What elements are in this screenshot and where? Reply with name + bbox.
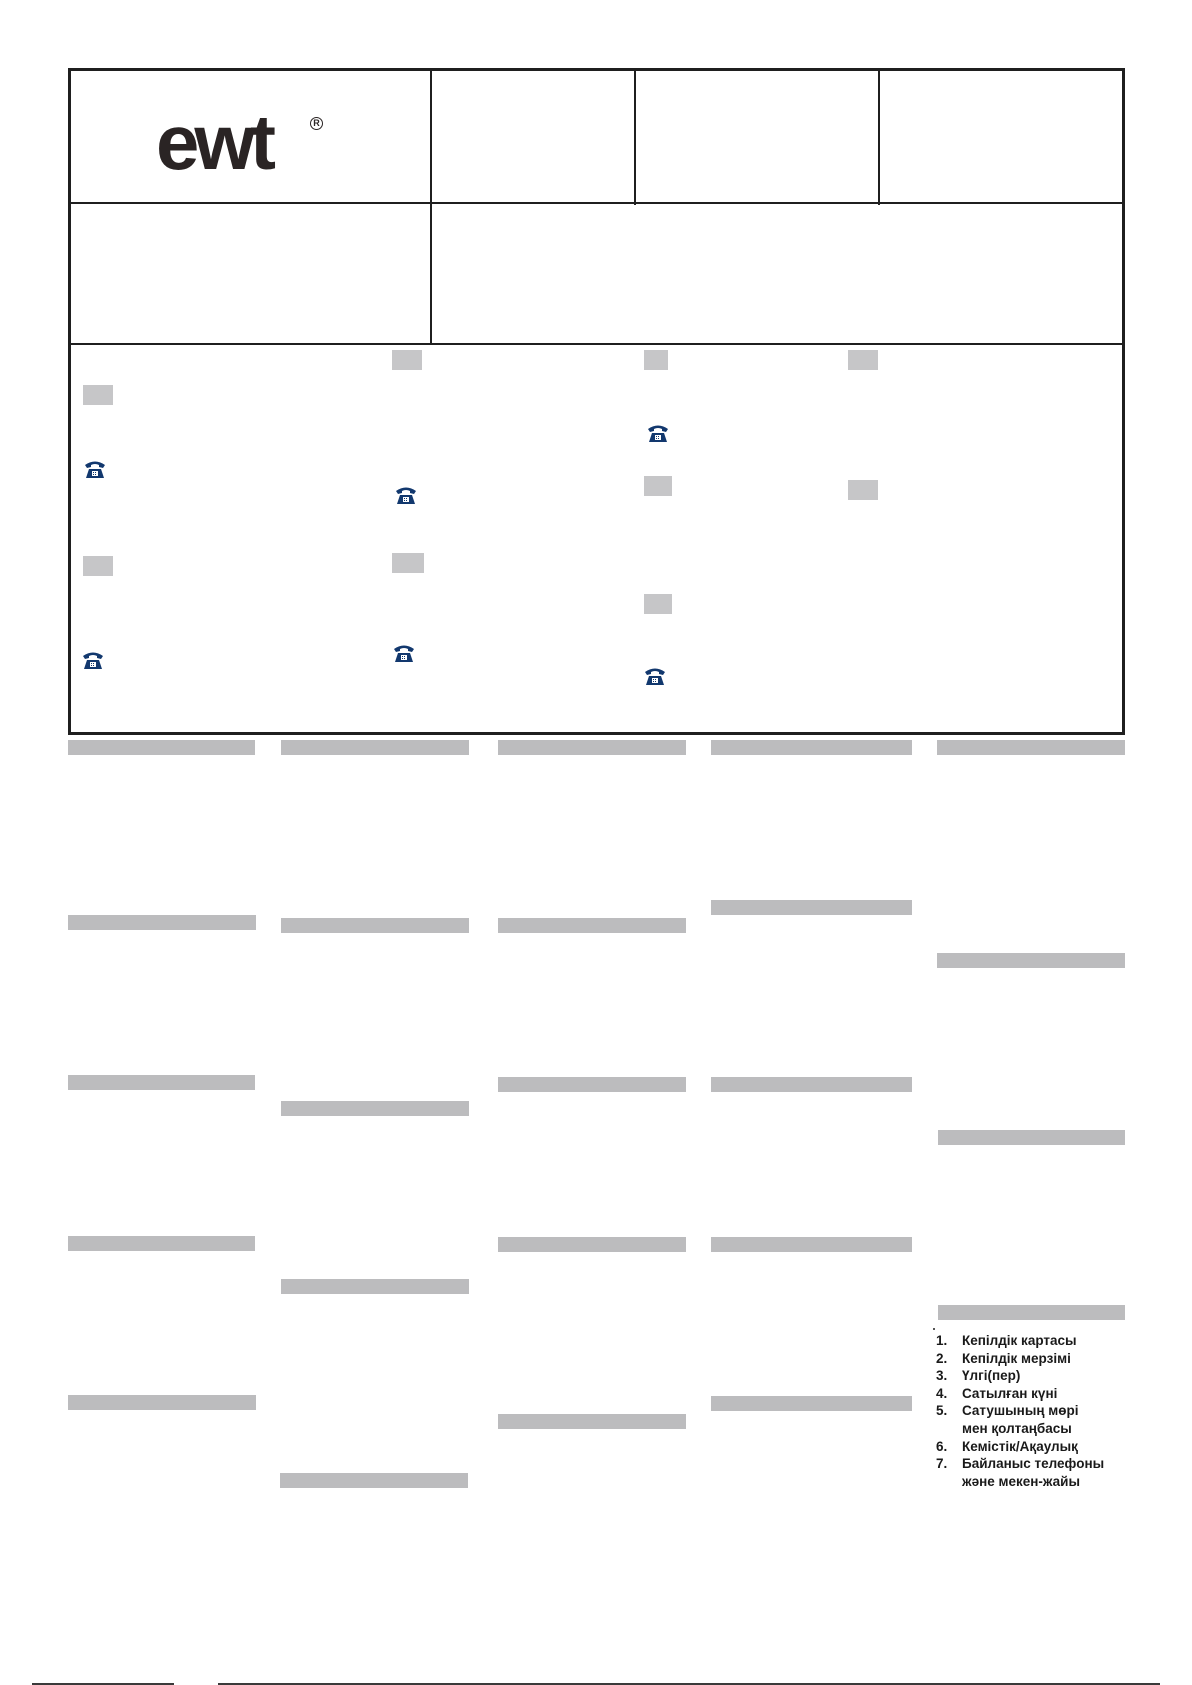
label-bar <box>711 740 912 755</box>
legend-text: Кемістік/Ақаулық <box>962 1438 1078 1454</box>
legend-list <box>936 1332 1166 1490</box>
stamp-placeholder <box>644 476 672 496</box>
telephone-icon <box>395 485 417 505</box>
legend-number: 7. <box>936 1456 948 1472</box>
label-bar <box>711 1077 912 1092</box>
divider <box>430 70 432 345</box>
stamp-placeholder <box>644 350 668 370</box>
legend-item <box>936 1332 1166 1350</box>
label-bar <box>938 1130 1125 1145</box>
legend-text: Кепілдік мерзімі <box>962 1350 1071 1366</box>
telephone-icon <box>84 459 106 479</box>
legend-item <box>936 1350 1166 1368</box>
legend-number: 2. <box>936 1350 948 1366</box>
stamp-placeholder <box>83 556 113 576</box>
label-bar <box>711 1237 912 1252</box>
stamp-placeholder <box>644 594 672 614</box>
legend-number: 4. <box>936 1385 948 1401</box>
label-bar <box>937 740 1125 755</box>
legend-text: Үлгі(пер) <box>962 1368 1021 1384</box>
telephone-icon <box>644 666 666 686</box>
label-bar <box>498 740 686 755</box>
label-bar <box>938 1305 1125 1320</box>
divider <box>70 202 1123 204</box>
stamp-placeholder <box>392 350 422 370</box>
telephone-icon <box>647 423 669 443</box>
legend-item <box>936 1367 1166 1385</box>
label-bar <box>68 1236 255 1251</box>
label-bar <box>711 900 912 915</box>
label-bar <box>281 740 469 755</box>
telephone-icon <box>82 650 104 670</box>
label-bar <box>498 1414 686 1429</box>
brand-logo: ewt <box>156 98 272 186</box>
label-bar <box>498 918 686 933</box>
legend-text: Сатылған күні <box>962 1385 1058 1401</box>
legend-item <box>936 1455 1166 1490</box>
divider <box>70 343 1123 345</box>
label-bar <box>68 1075 255 1090</box>
legend-number: 5. <box>936 1403 948 1419</box>
label-bar <box>937 953 1125 968</box>
legend-text: Сатушының мөрі мен қолтаңбасы <box>962 1403 1079 1436</box>
registered-mark: R <box>310 117 323 130</box>
legend-number: 6. <box>936 1438 948 1454</box>
divider <box>878 70 880 205</box>
label-bar <box>68 1395 256 1410</box>
legend-number: 3. <box>936 1368 948 1384</box>
label-bar <box>281 1101 469 1116</box>
legend-number: 1. <box>936 1333 948 1348</box>
legend-text: Байланыс телефоны және мекен-жайы <box>962 1456 1105 1489</box>
legend-item <box>936 1438 1166 1456</box>
telephone-icon <box>393 643 415 663</box>
legend-item <box>936 1402 1166 1437</box>
label-bar <box>280 1473 468 1488</box>
legend-item <box>936 1385 1166 1403</box>
stamp-placeholder <box>848 350 878 370</box>
label-bar <box>711 1396 912 1411</box>
label-bar <box>498 1237 686 1252</box>
legend-text: Кепілдік картасы <box>962 1333 1077 1348</box>
label-bar <box>281 1279 469 1294</box>
label-bar <box>498 1077 686 1092</box>
label-bar <box>281 918 469 933</box>
label-bar <box>68 915 256 930</box>
stamp-placeholder <box>83 385 113 405</box>
mark <box>933 1328 935 1330</box>
stamp-placeholder <box>392 553 424 573</box>
stamp-placeholder <box>848 480 878 500</box>
divider <box>634 70 636 205</box>
label-bar <box>68 740 255 755</box>
